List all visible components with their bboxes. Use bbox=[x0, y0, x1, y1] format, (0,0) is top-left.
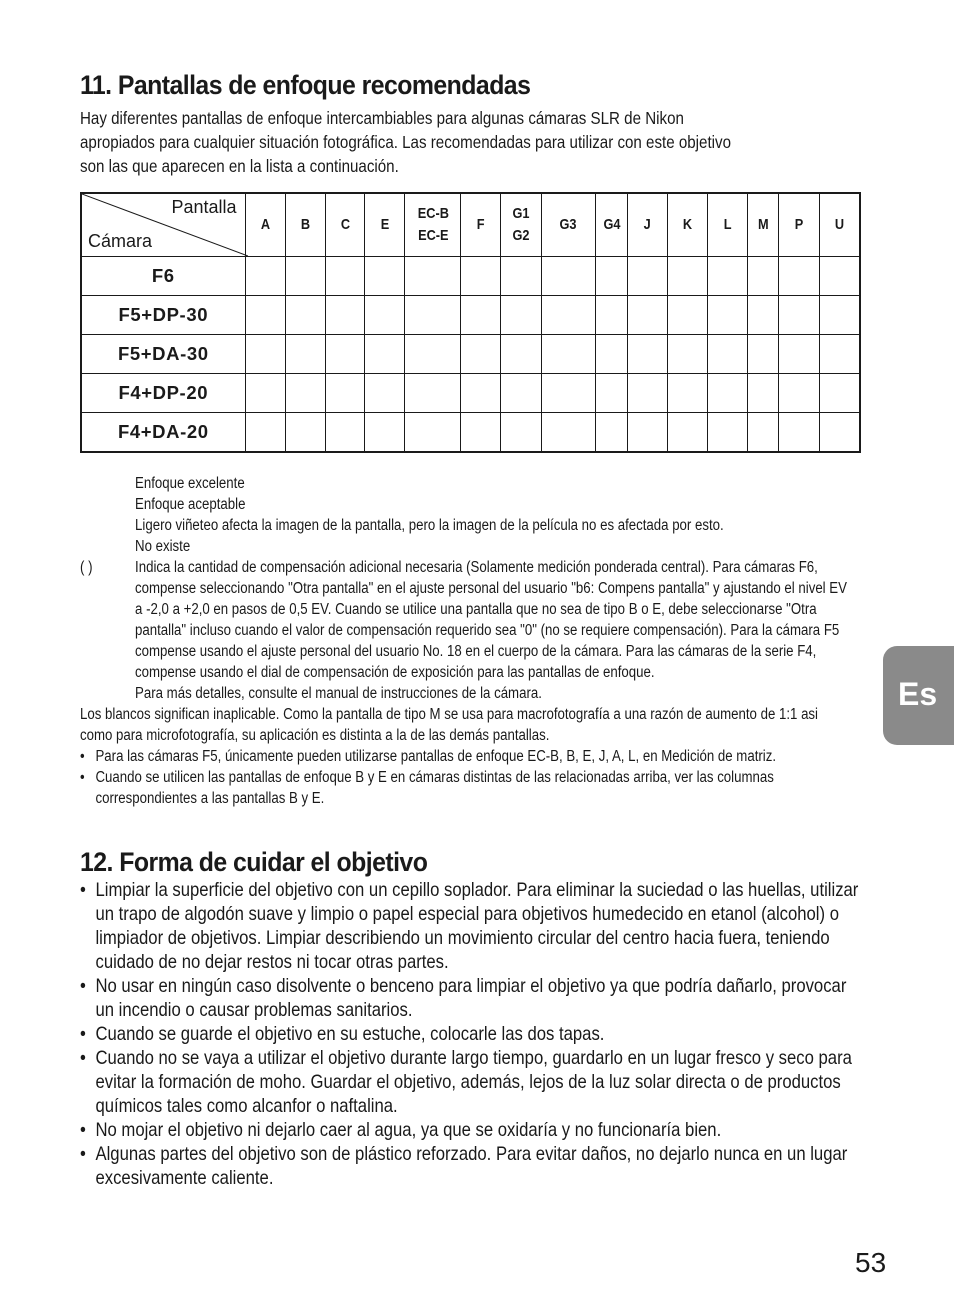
table-cell bbox=[245, 374, 285, 413]
table-cell bbox=[501, 296, 541, 335]
table-cell bbox=[461, 413, 501, 453]
note-more-details: Para más detalles, consulte el manual de instrucciones de la cámara. bbox=[135, 685, 542, 702]
legend-excellent: Enfoque excelente bbox=[135, 475, 245, 492]
table-cell bbox=[245, 413, 285, 453]
table-cell bbox=[541, 296, 596, 335]
care-item: • Cuando no se vaya a utilizar el objetivo durante largo tiempo, guardarlo en un lugar fresco y seco para evitar la formación de moho. Guardar el objetivo, además, lejos de la luz solar directa o de productos químicos tales como alcanfor o naftalina. bbox=[80, 1047, 852, 1117]
table-cell bbox=[596, 374, 628, 413]
table-cell bbox=[779, 296, 820, 335]
table-cell bbox=[325, 335, 365, 374]
table-notes bbox=[80, 473, 854, 809]
table-cell bbox=[819, 296, 860, 335]
table-cell bbox=[596, 413, 628, 453]
care-item: • No mojar el objetivo ni dejarlo caer al agua, ya que se oxidaría y no funcionaría bien. bbox=[80, 1119, 722, 1141]
table-cell bbox=[285, 374, 325, 413]
column-header: L bbox=[707, 193, 747, 257]
table-corner-cell bbox=[81, 193, 245, 257]
table-cell bbox=[541, 335, 596, 374]
table-cell bbox=[245, 335, 285, 374]
column-header: A bbox=[245, 193, 285, 257]
table-cell bbox=[707, 257, 747, 296]
column-header: G4 bbox=[596, 193, 628, 257]
table-cell bbox=[596, 257, 628, 296]
table-row bbox=[81, 296, 860, 335]
section-12-title: 12. Forma de cuidar el objetivo bbox=[80, 847, 428, 877]
table-cell bbox=[285, 413, 325, 453]
camera-cell: F6 bbox=[81, 257, 245, 296]
table-cell bbox=[747, 413, 778, 453]
care-item: • No usar en ningún caso disolvente o benceno para limpiar el objetivo ya que podría dañarlo, provocar un incendio o causar problemas sanitarios. bbox=[80, 975, 847, 1021]
column-header: E bbox=[365, 193, 405, 257]
table-cell bbox=[541, 413, 596, 453]
table-cell bbox=[461, 335, 501, 374]
table-cell bbox=[541, 374, 596, 413]
table-row bbox=[81, 413, 860, 453]
note-blanks: Los blancos significan inaplicable. Como la pantalla de tipo M se usa para macrofotografía a una razón de aumento de 1:1 asi como para microfotografía, su aplicación es distinta a la de las demás pantallas. bbox=[80, 706, 819, 744]
table-cell bbox=[405, 413, 461, 453]
care-item: • Cuando se guarde el objetivo en su estuche, colocarle las dos tapas. bbox=[80, 1023, 605, 1045]
corner-label-camera: Cámara bbox=[88, 231, 153, 251]
table-cell bbox=[325, 257, 365, 296]
table-cell bbox=[819, 374, 860, 413]
table-cell bbox=[779, 413, 820, 453]
table-cell bbox=[819, 335, 860, 374]
table-cell bbox=[596, 296, 628, 335]
table-cell bbox=[461, 296, 501, 335]
table-cell bbox=[285, 335, 325, 374]
table-cell bbox=[501, 374, 541, 413]
table-cell bbox=[245, 257, 285, 296]
table-cell bbox=[707, 413, 747, 453]
table-cell bbox=[819, 257, 860, 296]
column-header: C bbox=[325, 193, 365, 257]
table-cell bbox=[501, 335, 541, 374]
table-cell bbox=[245, 296, 285, 335]
legend-vignetting: Ligero viñeteo afecta la imagen de la pantalla, pero la imagen de la película no es afectada por esto. bbox=[135, 517, 724, 534]
table-cell bbox=[707, 374, 747, 413]
table-cell bbox=[405, 335, 461, 374]
table-cell bbox=[667, 374, 707, 413]
table-cell bbox=[365, 335, 405, 374]
section-11-intro: Hay diferentes pantallas de enfoque intercambiables para algunas cámaras SLR de Nikon apropiados para cualquier situación fotográfica. Las recomendadas para utilizar con este objetivo son las que aparecen en la lista a continuación. bbox=[80, 108, 732, 176]
table-cell bbox=[365, 374, 405, 413]
table-cell bbox=[747, 257, 778, 296]
table-cell bbox=[707, 335, 747, 374]
table-cell bbox=[461, 374, 501, 413]
note-compensation: ( ) Indica la cantidad de compensación adicional necesaria (Solamente medición ponderada central). Para cámaras F6, compense seleccionando "Otra pantalla" en el ajuste personal del usuario "b6: Compens pantalla" y ajustando el nivel EV a -2,0 a +2,0 en pasos de 0,5 EV. Cuando se utilice una pantalla que no sea de tipo B o E, debe seleccionarse "Otra pantalla" incluso cuando el valor de compensación requerido sea "0" (no se requiere compensación). Para la cámara F5 compense usando el ajuste personal del usuario No. 18 en el cuerpo de la cámara. Para las cámaras de la serie F4, compense usando el dial de compensación de exposición para las pantallas de enfoque. bbox=[80, 559, 847, 681]
table-cell bbox=[819, 413, 860, 453]
table-cell bbox=[747, 335, 778, 374]
column-header: EC-B EC-E bbox=[405, 193, 461, 257]
table-cell bbox=[667, 296, 707, 335]
paren-symbol: ( ) bbox=[80, 559, 93, 576]
column-header: P bbox=[779, 193, 820, 257]
care-item: • Limpiar la superficie del objetivo con un cepillo soplador. Para eliminar la suciedad o las huellas, utilizar un trapo de algodón suave y limpio o papel especial para objetivos humedecido en etanol (alcohol) o limpiador de objetivos. Limpiar describiendo un movimiento circular del centro hacia fuera, teniendo cuidado de no dejar restos ni tocar otras partes. bbox=[80, 879, 859, 973]
table-row bbox=[81, 257, 860, 296]
camera-cell: F4+DA-20 bbox=[81, 413, 245, 453]
table-cell bbox=[541, 257, 596, 296]
camera-cell: F4+DP-20 bbox=[81, 374, 245, 413]
table-cell bbox=[667, 413, 707, 453]
legend-acceptable: Enfoque aceptable bbox=[135, 496, 246, 513]
table-cell bbox=[596, 335, 628, 374]
table-cell bbox=[779, 374, 820, 413]
language-tab: Es bbox=[883, 646, 954, 745]
table-cell bbox=[779, 257, 820, 296]
column-header: J bbox=[627, 193, 667, 257]
table-row bbox=[81, 335, 860, 374]
legend-not-available: No existe bbox=[135, 538, 191, 555]
table-cell bbox=[627, 374, 667, 413]
care-list bbox=[80, 878, 863, 1190]
table-cell bbox=[405, 257, 461, 296]
table-cell bbox=[285, 296, 325, 335]
table-cell bbox=[405, 296, 461, 335]
column-header: K bbox=[667, 193, 707, 257]
table-row bbox=[81, 374, 860, 413]
table-cell bbox=[325, 413, 365, 453]
table-cell bbox=[667, 257, 707, 296]
focusing-screen-table bbox=[80, 192, 861, 453]
table-cell bbox=[461, 257, 501, 296]
note-bullet: • Para las cámaras F5, únicamente pueden utilizarse pantallas de enfoque EC-B, B, E, J, A, L, en Medición de matriz. bbox=[80, 748, 777, 765]
camera-cell: F5+DA-30 bbox=[81, 335, 245, 374]
table-cell bbox=[627, 296, 667, 335]
page-number: 53 bbox=[855, 1247, 887, 1278]
column-header: F bbox=[461, 193, 501, 257]
table-cell bbox=[779, 335, 820, 374]
table-cell bbox=[325, 296, 365, 335]
table-cell bbox=[707, 296, 747, 335]
table-cell bbox=[365, 413, 405, 453]
table-cell bbox=[627, 413, 667, 453]
table-header-row bbox=[81, 193, 860, 257]
column-header: G1 G2 bbox=[501, 193, 541, 257]
column-header: U bbox=[819, 193, 860, 257]
column-header: M bbox=[747, 193, 778, 257]
table-cell bbox=[667, 335, 707, 374]
table-cell bbox=[365, 296, 405, 335]
table-cell bbox=[325, 374, 365, 413]
table-cell bbox=[365, 257, 405, 296]
table-cell bbox=[747, 296, 778, 335]
camera-cell: F5+DP-30 bbox=[81, 296, 245, 335]
corner-label-screen: Pantalla bbox=[171, 197, 237, 217]
table-cell bbox=[627, 335, 667, 374]
table-cell bbox=[405, 374, 461, 413]
table-cell bbox=[627, 257, 667, 296]
column-header: B bbox=[285, 193, 325, 257]
care-item: • Algunas partes del objetivo son de plástico reforzado. Para evitar daños, no dejarlo nunca en un lugar excesivamente caliente. bbox=[80, 1143, 848, 1189]
note-bullet: • Cuando se utilicen las pantallas de enfoque B y E en cámaras distintas de las relacionadas arriba, ver las columnas correspondientes a las pantallas B y E. bbox=[80, 769, 774, 807]
table-cell bbox=[501, 413, 541, 453]
table-cell bbox=[501, 257, 541, 296]
table-cell bbox=[747, 374, 778, 413]
column-header: G3 bbox=[541, 193, 596, 257]
table-cell bbox=[285, 257, 325, 296]
table-body bbox=[81, 257, 860, 453]
section-11-title: 11. Pantallas de enfoque recomendadas bbox=[80, 70, 531, 100]
